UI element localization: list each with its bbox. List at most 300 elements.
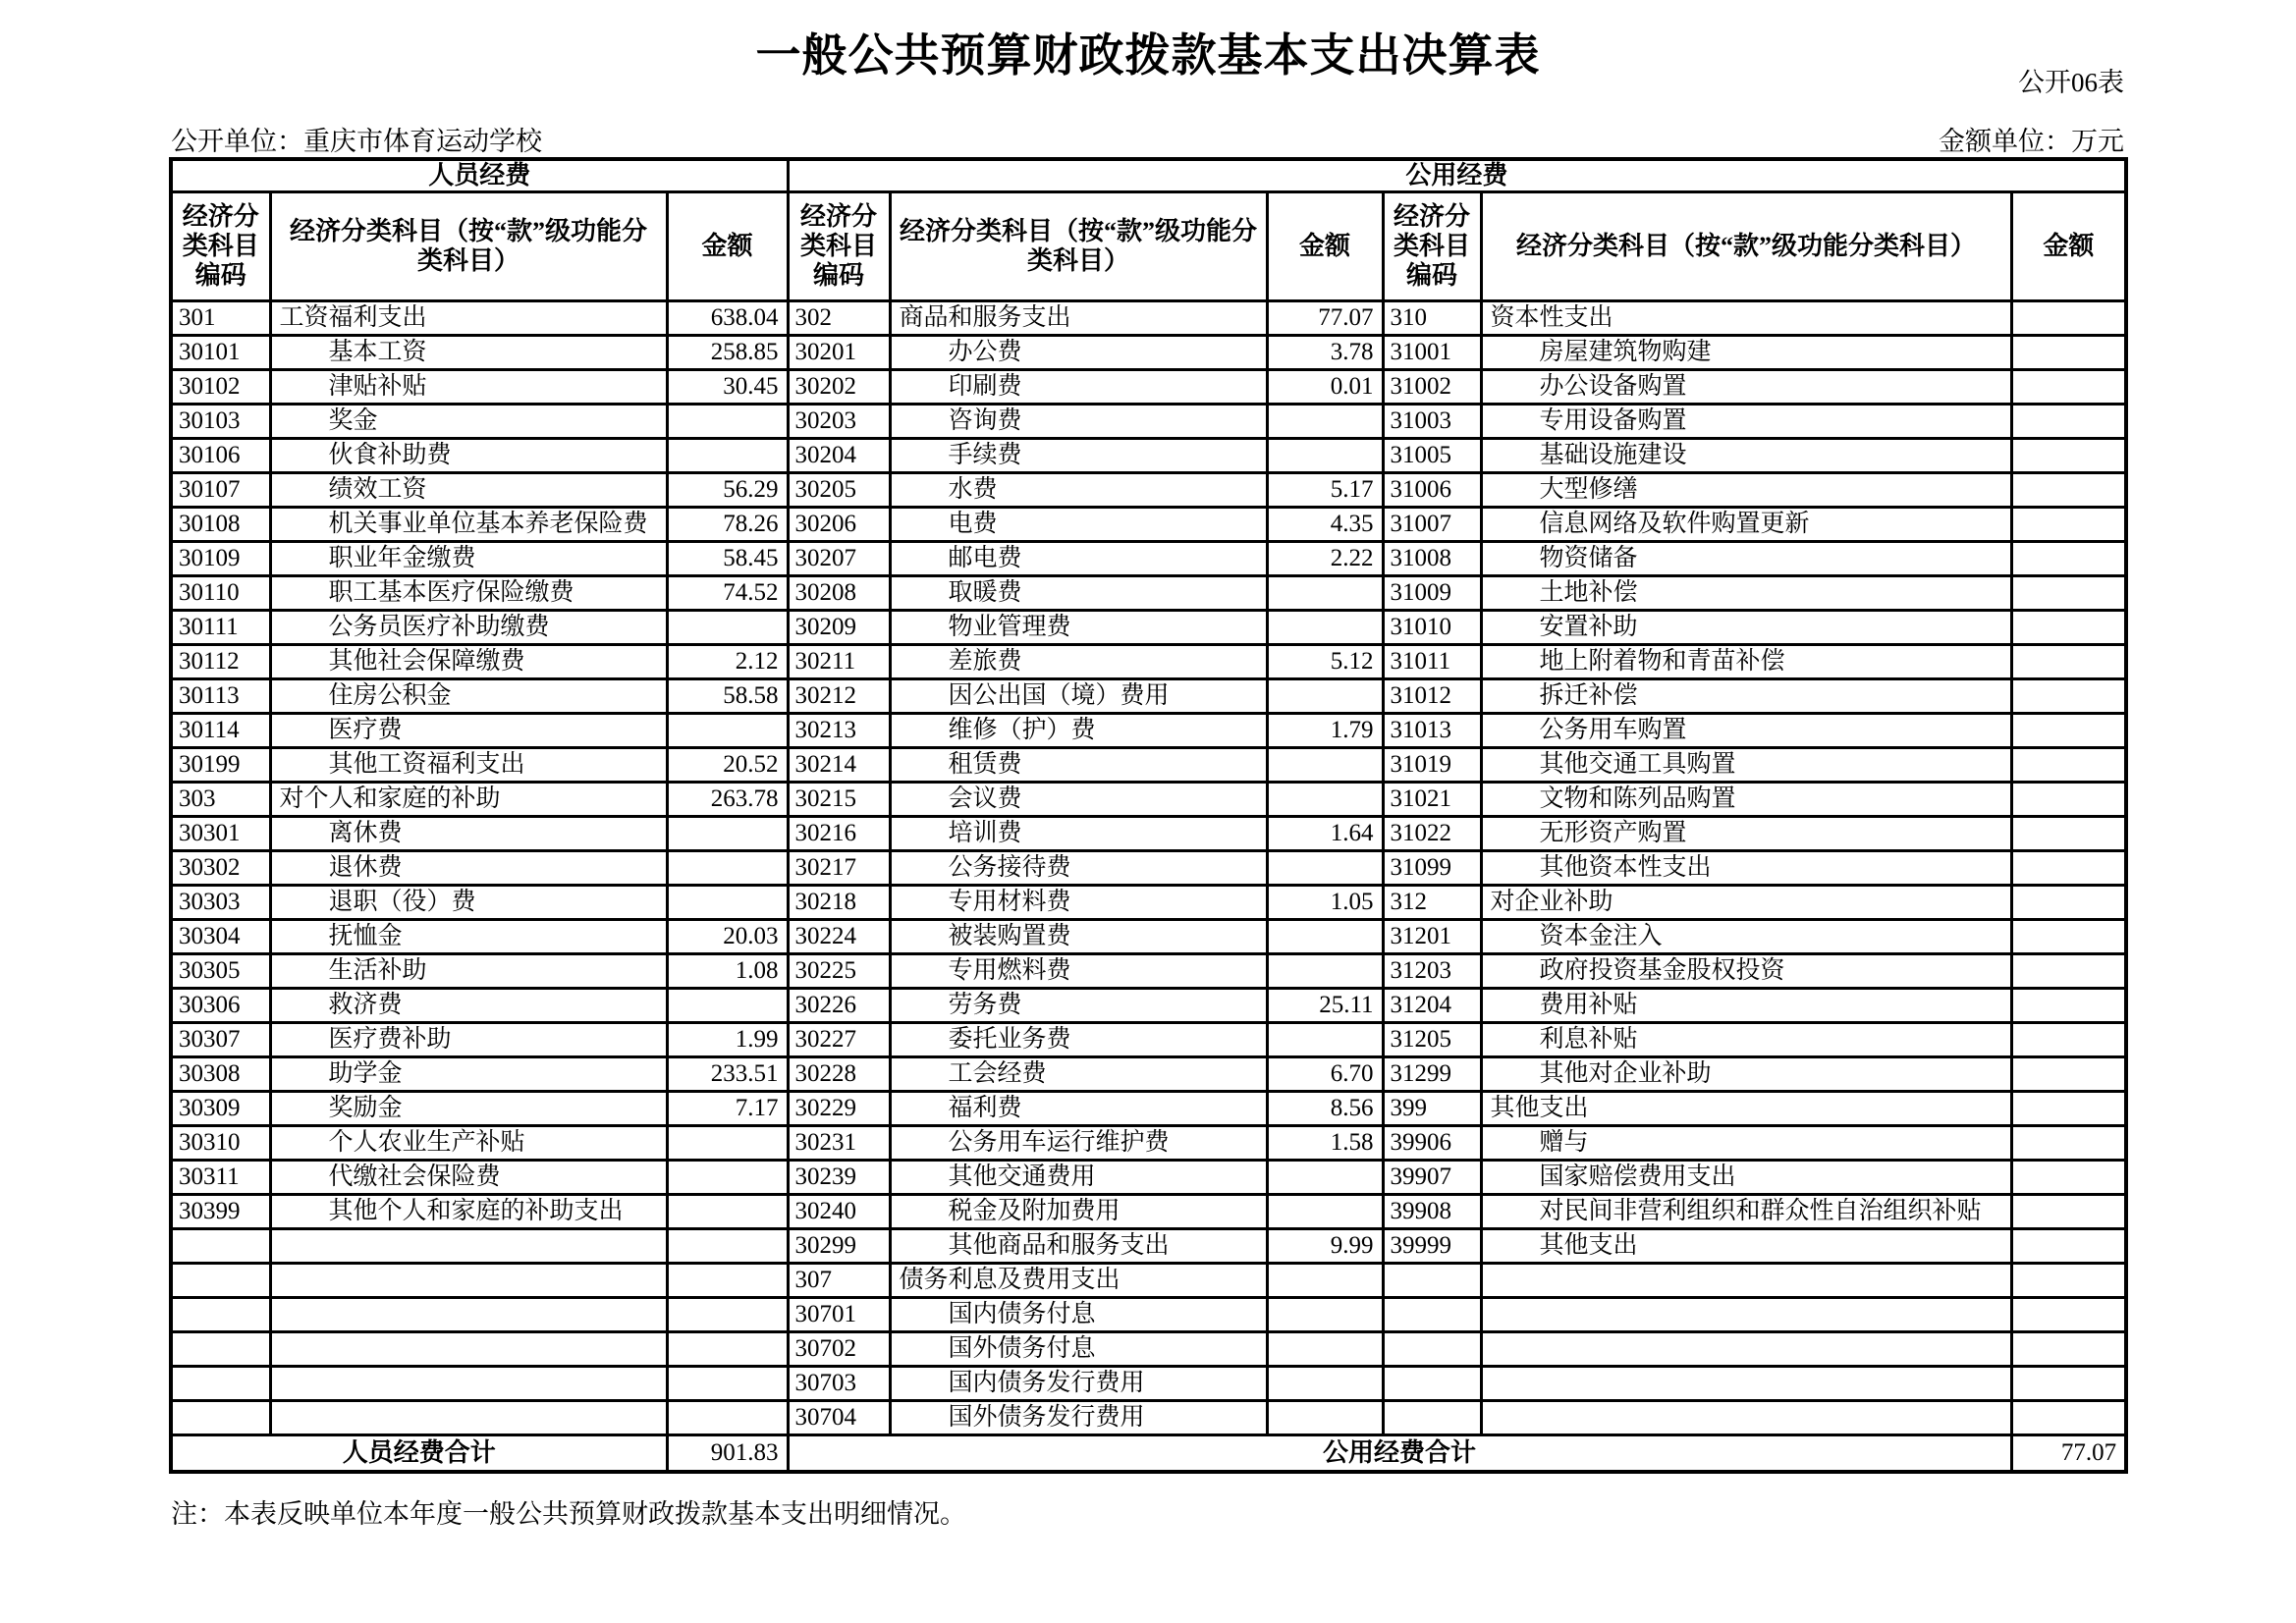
table-row — [171, 405, 2126, 439]
subject-cell: 土地补偿 — [1481, 576, 2011, 611]
code-cell: 30311 — [171, 1161, 270, 1195]
subject-cell: 国外债务发行费用 — [890, 1401, 1267, 1435]
amount-cell — [2011, 1023, 2126, 1057]
code-cell: 30207 — [788, 542, 890, 576]
amount-cell — [2011, 1161, 2126, 1195]
org-label: 公开单位：重庆市体育运动学校 — [171, 127, 542, 156]
subject-cell: 绩效工资 — [270, 473, 667, 508]
subject-cell: 对个人和家庭的补助 — [270, 783, 667, 817]
subject-cell: 信息网络及软件购置更新 — [1481, 508, 2011, 542]
public-total-value: 77.07 — [2011, 1435, 2126, 1473]
subject-cell — [270, 1264, 667, 1298]
table-row — [171, 1023, 2126, 1057]
code-cell: 302 — [788, 301, 890, 336]
amount-cell — [1267, 1401, 1383, 1435]
subject-cell: 水费 — [890, 473, 1267, 508]
amount-cell: 258.85 — [667, 336, 788, 370]
amount-cell — [1267, 1023, 1383, 1057]
code-cell: 31007 — [1383, 508, 1481, 542]
code-cell: 30302 — [171, 851, 270, 886]
amount-cell: 1.58 — [1267, 1126, 1383, 1161]
amount-cell: 6.70 — [1267, 1057, 1383, 1092]
code-cell: 31205 — [1383, 1023, 1481, 1057]
amount-cell — [2011, 1298, 2126, 1332]
subject-cell: 奖励金 — [270, 1092, 667, 1126]
code-cell: 31099 — [1383, 851, 1481, 886]
subject-cell: 税金及附加费用 — [890, 1195, 1267, 1229]
table-row — [171, 301, 2126, 336]
sheet-code-label: 公开06表 — [2018, 68, 2124, 97]
subject-cell — [270, 1367, 667, 1401]
code-cell: 30214 — [788, 748, 890, 783]
table-row — [171, 920, 2126, 954]
amount-cell — [667, 1401, 788, 1435]
subject-cell: 物业管理费 — [890, 611, 1267, 645]
amount-column-header: 金额 — [2011, 192, 2126, 301]
code-cell: 30227 — [788, 1023, 890, 1057]
code-cell: 30209 — [788, 611, 890, 645]
amount-cell — [2011, 886, 2126, 920]
amount-cell — [667, 405, 788, 439]
code-cell: 31299 — [1383, 1057, 1481, 1092]
amount-cell — [2011, 370, 2126, 405]
table-row — [171, 611, 2126, 645]
subject-cell: 工资福利支出 — [270, 301, 667, 336]
subject-cell: 咨询费 — [890, 405, 1267, 439]
code-cell: 30305 — [171, 954, 270, 989]
amount-cell — [2011, 714, 2126, 748]
code-cell: 30106 — [171, 439, 270, 473]
subject-cell: 抚恤金 — [270, 920, 667, 954]
amount-cell — [667, 1332, 788, 1367]
code-cell: 31002 — [1383, 370, 1481, 405]
amount-cell — [1267, 576, 1383, 611]
code-cell: 31008 — [1383, 542, 1481, 576]
subject-cell — [270, 1332, 667, 1367]
code-cell: 30110 — [171, 576, 270, 611]
code-cell: 303 — [171, 783, 270, 817]
subject-cell: 国外债务付息 — [890, 1332, 1267, 1367]
subject-cell: 地上附着物和青苗补偿 — [1481, 645, 2011, 679]
amount-cell — [2011, 748, 2126, 783]
amount-cell — [2011, 1195, 2126, 1229]
code-cell: 31006 — [1383, 473, 1481, 508]
amount-cell: 78.26 — [667, 508, 788, 542]
subject-cell: 其他社会保障缴费 — [270, 645, 667, 679]
amount-cell: 2.22 — [1267, 542, 1383, 576]
subject-cell: 费用补贴 — [1481, 989, 2011, 1023]
subject-cell: 离休费 — [270, 817, 667, 851]
amount-cell: 3.78 — [1267, 336, 1383, 370]
subject-column-header: 经济分类科目（按“款”级功能分类科目） — [890, 192, 1267, 301]
code-cell: 39906 — [1383, 1126, 1481, 1161]
table-row — [171, 1195, 2126, 1229]
subject-cell — [1481, 1367, 2011, 1401]
subject-cell: 其他交通工具购置 — [1481, 748, 2011, 783]
subject-cell: 对企业补助 — [1481, 886, 2011, 920]
code-cell: 30701 — [788, 1298, 890, 1332]
amount-cell — [2011, 954, 2126, 989]
amount-cell: 1.79 — [1267, 714, 1383, 748]
code-cell: 30303 — [171, 886, 270, 920]
table-row — [171, 783, 2126, 817]
table-row — [171, 954, 2126, 989]
code-cell: 30102 — [171, 370, 270, 405]
table-row — [171, 336, 2126, 370]
code-cell: 30202 — [788, 370, 890, 405]
code-cell: 30702 — [788, 1332, 890, 1367]
table-row — [171, 370, 2126, 405]
subject-cell: 其他对企业补助 — [1481, 1057, 2011, 1092]
subject-cell: 物资储备 — [1481, 542, 2011, 576]
code-cell: 310 — [1383, 301, 1481, 336]
subject-cell: 奖金 — [270, 405, 667, 439]
code-column-header: 经济分类科目编码 — [788, 192, 890, 301]
code-cell: 399 — [1383, 1092, 1481, 1126]
amount-cell — [1267, 920, 1383, 954]
amount-cell: 20.52 — [667, 748, 788, 783]
amount-cell: 30.45 — [667, 370, 788, 405]
code-cell: 31012 — [1383, 679, 1481, 714]
amount-cell: 58.58 — [667, 679, 788, 714]
code-cell: 30309 — [171, 1092, 270, 1126]
subject-cell: 其他交通费用 — [890, 1161, 1267, 1195]
amount-cell — [2011, 1264, 2126, 1298]
subject-cell — [1481, 1298, 2011, 1332]
code-cell: 30213 — [788, 714, 890, 748]
amount-cell — [2011, 920, 2126, 954]
subject-column-header: 经济分类科目（按“款”级功能分类科目） — [1481, 192, 2011, 301]
code-column-header: 经济分类科目编码 — [171, 192, 270, 301]
table-row — [171, 439, 2126, 473]
code-cell: 30204 — [788, 439, 890, 473]
code-cell: 31203 — [1383, 954, 1481, 989]
amount-column-header: 金额 — [667, 192, 788, 301]
table-row — [171, 1092, 2126, 1126]
subject-cell: 工会经费 — [890, 1057, 1267, 1092]
amount-cell — [2011, 508, 2126, 542]
code-cell — [171, 1367, 270, 1401]
subject-cell: 助学金 — [270, 1057, 667, 1092]
subject-cell: 资本性支出 — [1481, 301, 2011, 336]
subject-cell: 机关事业单位基本养老保险费 — [270, 508, 667, 542]
subject-cell: 专用材料费 — [890, 886, 1267, 920]
amount-cell: 0.01 — [1267, 370, 1383, 405]
subject-cell: 公务接待费 — [890, 851, 1267, 886]
subject-cell: 个人农业生产补贴 — [270, 1126, 667, 1161]
code-cell: 30217 — [788, 851, 890, 886]
code-cell: 30703 — [788, 1367, 890, 1401]
subject-cell: 其他个人和家庭的补助支出 — [270, 1195, 667, 1229]
subject-cell: 其他工资福利支出 — [270, 748, 667, 783]
amount-cell: 233.51 — [667, 1057, 788, 1092]
amount-cell — [2011, 542, 2126, 576]
subject-cell: 维修（护）费 — [890, 714, 1267, 748]
amount-cell — [2011, 851, 2126, 886]
subject-cell: 取暖费 — [890, 576, 1267, 611]
code-cell — [1383, 1332, 1481, 1367]
code-column-header: 经济分类科目编码 — [1383, 192, 1481, 301]
subject-cell: 退休费 — [270, 851, 667, 886]
subject-cell: 安置补助 — [1481, 611, 2011, 645]
amount-cell — [2011, 989, 2126, 1023]
subject-cell: 国家赔偿费用支出 — [1481, 1161, 2011, 1195]
code-cell — [171, 1229, 270, 1264]
code-cell: 30206 — [788, 508, 890, 542]
code-cell: 31001 — [1383, 336, 1481, 370]
code-cell: 39908 — [1383, 1195, 1481, 1229]
code-cell: 31204 — [1383, 989, 1481, 1023]
code-cell: 30205 — [788, 473, 890, 508]
code-cell: 30226 — [788, 989, 890, 1023]
code-cell: 30704 — [788, 1401, 890, 1435]
amount-cell: 5.12 — [1267, 645, 1383, 679]
amount-unit-label: 金额单位：万元 — [1939, 127, 2124, 156]
amount-cell: 8.56 — [1267, 1092, 1383, 1126]
subject-cell — [1481, 1401, 2011, 1435]
code-cell: 30299 — [788, 1229, 890, 1264]
code-cell: 31009 — [1383, 576, 1481, 611]
code-cell: 30103 — [171, 405, 270, 439]
subject-cell: 职业年金缴费 — [270, 542, 667, 576]
code-cell — [171, 1332, 270, 1367]
code-cell: 30212 — [788, 679, 890, 714]
code-cell: 30109 — [171, 542, 270, 576]
public-total-label: 公用经费合计 — [788, 1435, 2011, 1473]
subject-cell: 医疗费 — [270, 714, 667, 748]
amount-cell — [2011, 611, 2126, 645]
amount-cell — [2011, 405, 2126, 439]
subject-cell: 因公出国（境）费用 — [890, 679, 1267, 714]
subject-cell: 公务员医疗补助缴费 — [270, 611, 667, 645]
table-row — [171, 1367, 2126, 1401]
subject-cell: 医疗费补助 — [270, 1023, 667, 1057]
table-row — [171, 542, 2126, 576]
subject-cell: 基本工资 — [270, 336, 667, 370]
code-cell — [171, 1298, 270, 1332]
subject-cell: 国内债务付息 — [890, 1298, 1267, 1332]
table-row — [171, 1126, 2126, 1161]
code-cell: 30203 — [788, 405, 890, 439]
code-cell: 30108 — [171, 508, 270, 542]
code-cell: 30240 — [788, 1195, 890, 1229]
subject-cell: 邮电费 — [890, 542, 1267, 576]
code-cell: 30218 — [788, 886, 890, 920]
subject-cell: 被装购置费 — [890, 920, 1267, 954]
amount-cell — [667, 851, 788, 886]
subject-cell: 专用设备购置 — [1481, 405, 2011, 439]
amount-cell — [2011, 1332, 2126, 1367]
code-cell — [171, 1401, 270, 1435]
amount-cell — [2011, 679, 2126, 714]
public-section-header: 公用经费 — [788, 159, 2126, 192]
code-cell: 30113 — [171, 679, 270, 714]
code-cell: 31022 — [1383, 817, 1481, 851]
amount-cell: 1.08 — [667, 954, 788, 989]
code-cell: 30301 — [171, 817, 270, 851]
table-row — [171, 1332, 2126, 1367]
personnel-total-label: 人员经费合计 — [171, 1435, 667, 1473]
amount-cell — [2011, 439, 2126, 473]
subject-cell: 商品和服务支出 — [890, 301, 1267, 336]
code-cell — [1383, 1367, 1481, 1401]
code-cell: 30239 — [788, 1161, 890, 1195]
amount-cell — [2011, 576, 2126, 611]
subject-cell: 基础设施建设 — [1481, 439, 2011, 473]
amount-cell — [1267, 439, 1383, 473]
code-cell — [1383, 1298, 1481, 1332]
amount-cell — [1267, 679, 1383, 714]
subject-cell: 办公费 — [890, 336, 1267, 370]
subject-cell: 无形资产购置 — [1481, 817, 2011, 851]
code-cell: 30211 — [788, 645, 890, 679]
subject-cell: 大型修缮 — [1481, 473, 2011, 508]
subject-cell: 资本金注入 — [1481, 920, 2011, 954]
subject-cell: 专用燃料费 — [890, 954, 1267, 989]
amount-cell — [2011, 1057, 2126, 1092]
subject-cell: 其他支出 — [1481, 1229, 2011, 1264]
amount-cell — [667, 1298, 788, 1332]
subject-cell — [1481, 1264, 2011, 1298]
subject-cell: 会议费 — [890, 783, 1267, 817]
code-cell: 30114 — [171, 714, 270, 748]
code-cell: 30231 — [788, 1126, 890, 1161]
code-cell: 301 — [171, 301, 270, 336]
code-cell: 30208 — [788, 576, 890, 611]
amount-cell: 1.99 — [667, 1023, 788, 1057]
amount-cell — [2011, 1229, 2126, 1264]
code-cell: 31010 — [1383, 611, 1481, 645]
code-cell: 30310 — [171, 1126, 270, 1161]
personnel-total-value: 901.83 — [667, 1435, 788, 1473]
footnote: 注：本表反映单位本年度一般公共预算财政拨款基本支出明细情况。 — [171, 1499, 966, 1529]
table-row — [171, 645, 2126, 679]
amount-cell — [667, 817, 788, 851]
amount-cell — [2011, 336, 2126, 370]
subject-column-header: 经济分类科目（按“款”级功能分类科目） — [270, 192, 667, 301]
amount-cell — [1267, 1264, 1383, 1298]
amount-cell — [667, 1126, 788, 1161]
subject-cell: 房屋建筑物购建 — [1481, 336, 2011, 370]
subject-cell: 住房公积金 — [270, 679, 667, 714]
code-cell: 30304 — [171, 920, 270, 954]
code-cell: 30215 — [788, 783, 890, 817]
table-row — [171, 714, 2126, 748]
amount-cell — [667, 611, 788, 645]
subject-cell — [270, 1298, 667, 1332]
column-header-row — [171, 192, 2126, 301]
amount-cell — [1267, 611, 1383, 645]
amount-cell — [2011, 301, 2126, 336]
amount-cell: 638.04 — [667, 301, 788, 336]
code-cell: 30306 — [171, 989, 270, 1023]
amount-cell — [667, 439, 788, 473]
amount-cell: 7.17 — [667, 1092, 788, 1126]
amount-cell: 2.12 — [667, 645, 788, 679]
code-cell: 30228 — [788, 1057, 890, 1092]
subject-cell: 津贴补贴 — [270, 370, 667, 405]
subject-cell: 政府投资基金股权投资 — [1481, 954, 2011, 989]
subject-cell — [270, 1229, 667, 1264]
amount-cell — [667, 1367, 788, 1401]
table-row — [171, 1161, 2126, 1195]
table-row — [171, 886, 2126, 920]
subject-cell: 公务用车购置 — [1481, 714, 2011, 748]
code-cell: 31013 — [1383, 714, 1481, 748]
personnel-section-header: 人员经费 — [171, 159, 788, 192]
amount-cell — [1267, 1367, 1383, 1401]
table-row — [171, 576, 2126, 611]
subject-cell — [1481, 1332, 2011, 1367]
subject-cell — [270, 1401, 667, 1435]
table-row — [171, 817, 2126, 851]
amount-cell: 74.52 — [667, 576, 788, 611]
subject-cell: 差旅费 — [890, 645, 1267, 679]
amount-column-header: 金额 — [1267, 192, 1383, 301]
table-row — [171, 679, 2126, 714]
amount-cell — [1267, 1332, 1383, 1367]
subject-cell: 委托业务费 — [890, 1023, 1267, 1057]
amount-cell — [667, 989, 788, 1023]
subject-cell: 其他支出 — [1481, 1092, 2011, 1126]
subject-cell: 其他商品和服务支出 — [890, 1229, 1267, 1264]
subject-cell: 文物和陈列品购置 — [1481, 783, 2011, 817]
amount-cell: 4.35 — [1267, 508, 1383, 542]
code-cell: 30112 — [171, 645, 270, 679]
subject-cell: 伙食补助费 — [270, 439, 667, 473]
code-cell: 30225 — [788, 954, 890, 989]
code-cell: 30307 — [171, 1023, 270, 1057]
amount-cell: 9.99 — [1267, 1229, 1383, 1264]
subject-cell: 债务利息及费用支出 — [890, 1264, 1267, 1298]
amount-cell: 20.03 — [667, 920, 788, 954]
subject-cell: 电费 — [890, 508, 1267, 542]
amount-cell: 263.78 — [667, 783, 788, 817]
code-cell: 312 — [1383, 886, 1481, 920]
code-cell: 31003 — [1383, 405, 1481, 439]
amount-cell: 1.64 — [1267, 817, 1383, 851]
subject-cell: 拆迁补偿 — [1481, 679, 2011, 714]
subject-cell: 生活补助 — [270, 954, 667, 989]
code-cell: 30308 — [171, 1057, 270, 1092]
code-cell: 30224 — [788, 920, 890, 954]
amount-cell — [667, 1195, 788, 1229]
code-cell: 30111 — [171, 611, 270, 645]
amount-cell — [2011, 1092, 2126, 1126]
amount-cell: 5.17 — [1267, 473, 1383, 508]
code-cell: 39907 — [1383, 1161, 1481, 1195]
amount-cell: 56.29 — [667, 473, 788, 508]
subject-cell: 其他资本性支出 — [1481, 851, 2011, 886]
amount-cell — [2011, 783, 2126, 817]
page-title: 一般公共预算财政拨款基本支出决算表 — [755, 29, 1541, 81]
subject-cell: 办公设备购置 — [1481, 370, 2011, 405]
amount-cell — [1267, 783, 1383, 817]
table-row — [171, 851, 2126, 886]
amount-cell — [667, 886, 788, 920]
amount-cell — [2011, 473, 2126, 508]
amount-cell — [2011, 1126, 2126, 1161]
code-cell — [1383, 1264, 1481, 1298]
amount-cell — [1267, 851, 1383, 886]
table-row — [171, 473, 2126, 508]
code-cell: 30216 — [788, 817, 890, 851]
subject-cell: 印刷费 — [890, 370, 1267, 405]
subject-cell: 劳务费 — [890, 989, 1267, 1023]
subject-cell: 国内债务发行费用 — [890, 1367, 1267, 1401]
amount-cell — [1267, 954, 1383, 989]
amount-cell — [2011, 817, 2126, 851]
